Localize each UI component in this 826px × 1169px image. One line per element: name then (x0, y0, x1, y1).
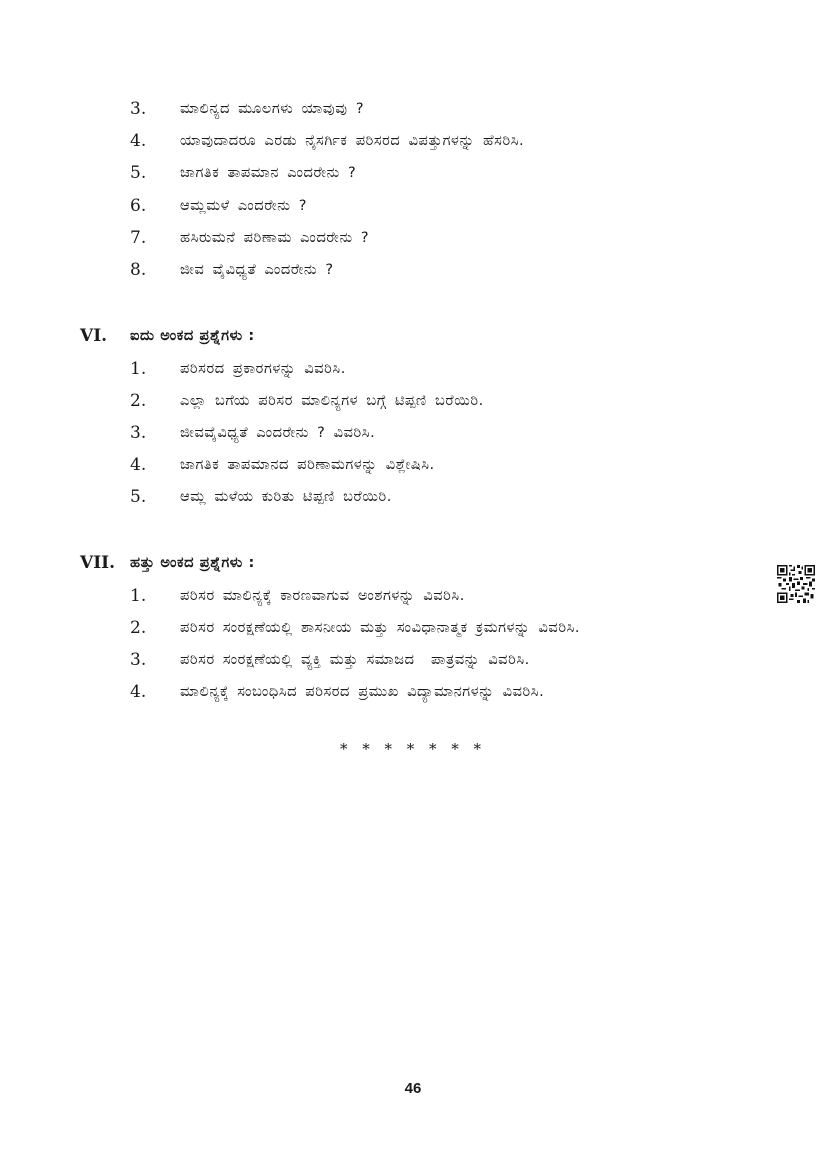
question-text: ಪರಿಸರ ಮಾಲಿನ್ಯಕ್ಕೆ ಕಾರಣವಾಗುವ ಅಂಶಗಳನ್ನು ವಿವರಿಸಿ. (180, 588, 465, 604)
question-text: ಜಾಗತಿಕ ತಾಪಮಾನದ ಪರಿಣಾಮಗಳನ್ನು ವಿಶ್ಲೇಷಿಸಿ. (180, 457, 435, 473)
question-number: 3. (130, 423, 147, 443)
section-number: VII. (80, 553, 116, 573)
qr-code-icon (777, 565, 815, 603)
end-marker: * * * * * * * (339, 740, 487, 758)
question-text: ಮಾಲಿನ್ಯದ ಮೂಲಗಳು ಯಾವುವು ? (180, 101, 365, 117)
question-text: ಪರಿಸರದ ಪ್ರಕಾರಗಳನ್ನು ವಿವರಿಸಿ. (180, 361, 346, 377)
question-text: ಪರಿಸರ ಸಂರಕ್ಷಣೆಯಲ್ಲಿ ವ್ಯಕ್ತಿ ಮತ್ತು ಸಮಾಜದ ಪಾತ್ರವನ್ನು ವಿವರಿಸಿ. (180, 652, 530, 668)
question-number: 8. (130, 260, 147, 280)
question-number: 1. (130, 359, 147, 379)
question-number: 5. (130, 487, 147, 507)
question-text: ಯಾವುದಾದರೂ ಎರಡು ನೈಸರ್ಗಿಕ ಪರಿಸರದ ವಿಪತ್ತುಗಳನ್ನು ಹೆಸರಿಸಿ. (180, 133, 525, 149)
question-text: ಜಾಗತಿಕ ತಾಪಮಾನ ಎಂದರೇನು ? (180, 165, 357, 181)
question-text: ಮಾಲಿನ್ಯಕ್ಕೆ ಸಂಬಂಧಿಸಿದ ಪರಿಸರದ ಪ್ರಮುಖ ವಿದ್ಯಾಮಾನಗಳನ್ನು ವಿವರಿಸಿ. (180, 684, 545, 700)
question-number: 2. (130, 391, 147, 411)
question-text: ಜೀವ ವೈವಿಧ್ಯತೆ ಎಂದರೇನು ? (180, 262, 334, 278)
question-number: 1. (130, 586, 147, 606)
question-number: 4. (130, 682, 147, 702)
question-number: 6. (130, 196, 147, 216)
question-text: ಎಲ್ಲಾ ಬಗೆಯ ಪರಿಸರ ಮಾಲಿನ್ಯಗಳ ಬಗ್ಗೆ ಟಿಪ್ಪಣಿ ಬರೆಯಿರಿ. (180, 393, 484, 409)
question-number: 4. (130, 455, 147, 475)
section-title: ಐದು ಅಂಕದ ಪ್ರಶ್ನೆಗಳು : (130, 328, 255, 344)
question-text: ಜೀವವೈವಿಧ್ಯತೆ ಎಂದರೇನು ? ವಿವರಿಸಿ. (180, 425, 376, 441)
question-number: 3. (130, 650, 147, 670)
question-number: 3. (130, 99, 147, 119)
section-number: VI. (80, 326, 108, 346)
question-text: ಆಮ್ಲ ಮಳೆಯ ಕುರಿತು ಟಿಪ್ಪಣಿ ಬರೆಯಿರಿ. (180, 489, 392, 505)
page-number: 46 (404, 1080, 422, 1097)
question-number: 7. (130, 228, 147, 248)
question-text: ಆಮ್ಲಮಳೆ ಎಂದರೇನು ? (180, 198, 308, 214)
question-text: ಹಸಿರುಮನೆ ಪರಿಣಾಮ ಎಂದರೇನು ? (180, 230, 370, 246)
question-number: 5. (130, 163, 147, 183)
section-title: ಹತ್ತು ಅಂಕದ ಪ್ರಶ್ನೆಗಳು : (130, 555, 255, 571)
question-number: 2. (130, 618, 147, 638)
question-number: 4. (130, 131, 147, 151)
question-text: ಪರಿಸರ ಸಂರಕ್ಷಣೆಯಲ್ಲಿ ಶಾಸನೀಯ ಮತ್ತು ಸಂವಿಧಾನಾತ್ಮಕ ಕ್ರಮಗಳನ್ನು ವಿವರಿಸಿ. (180, 620, 581, 636)
